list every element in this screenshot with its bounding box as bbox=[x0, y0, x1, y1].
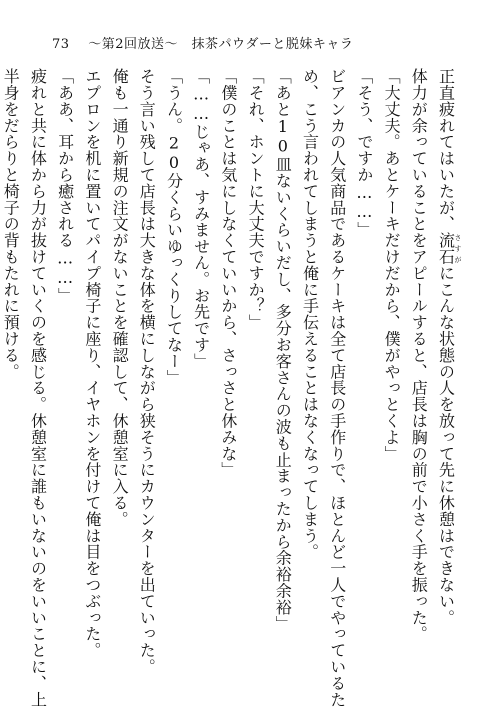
text-line: 「あと10皿ないくらいだし、多分お客さんの波も止まったから余裕余裕」 bbox=[273, 68, 293, 632]
text-line-segment: にこんな状態の人を放って先に休憩はできない。 bbox=[436, 264, 456, 626]
text-line: 「ああ、耳から癒される……」 bbox=[55, 68, 75, 304]
text-line: ビアンカの人気商品であるケーキは全て店長の手作りで、ほとんど一人でやっているた bbox=[327, 68, 347, 708]
text-line: 俺も一通り新規の注文がないことを確認して、休憩室に入る。 bbox=[110, 68, 130, 528]
text-line: 「大丈夫。あとケーキだけだから、僕がやっとくよ」 bbox=[382, 68, 402, 462]
running-header bbox=[52, 33, 353, 52]
running-title: 〜第2回放送〜 抹茶パウダーと脱妹キャラ bbox=[88, 37, 354, 52]
ruby-reading: さすが bbox=[454, 232, 462, 265]
ruby-base: 流石 bbox=[436, 232, 456, 265]
text-line: 「僕のことは気にしなくていいから、さっさと休みな」 bbox=[218, 68, 238, 478]
text-line: 「そう、ですか……」 bbox=[354, 68, 374, 238]
text-line: 「それ、ホントに大丈夫ですか？」 bbox=[246, 68, 266, 331]
text-line: 体力が余っていることをアピールすると、店長は胸の前で小さく手を振った。 bbox=[409, 68, 429, 642]
text-line: め、こう言われてしまうと俺に手伝えることはなくなってしまう。 bbox=[300, 68, 320, 560]
text-line: 疲れと共に体から力が抜けていくのを感じる。休憩室に誰もいないのをいいことに、上 bbox=[28, 68, 48, 708]
text-line: 「うん。20分くらいゆっくりしてなー」 bbox=[164, 68, 184, 386]
text-line: 半身をだらりと椅子の背もたれに預ける。 bbox=[1, 68, 21, 380]
ruby-word bbox=[436, 232, 462, 265]
text-line-segment: 正直疲れてはいたが、 bbox=[436, 68, 456, 232]
page-number: 73 bbox=[52, 37, 70, 52]
text-line: そう言い残して店長は大きな体を横にしながら狭そうにカウンターを出ていった。 bbox=[137, 68, 157, 675]
text-line bbox=[432, 68, 462, 658]
body-text bbox=[1, 68, 462, 708]
text-line: 「……じゃあ、すみません。お先です」 bbox=[191, 68, 211, 370]
text-line: エプロンを机に置いてパイプ椅子に座り、イヤホンを付けて俺は目をつぶった。 bbox=[82, 68, 102, 659]
